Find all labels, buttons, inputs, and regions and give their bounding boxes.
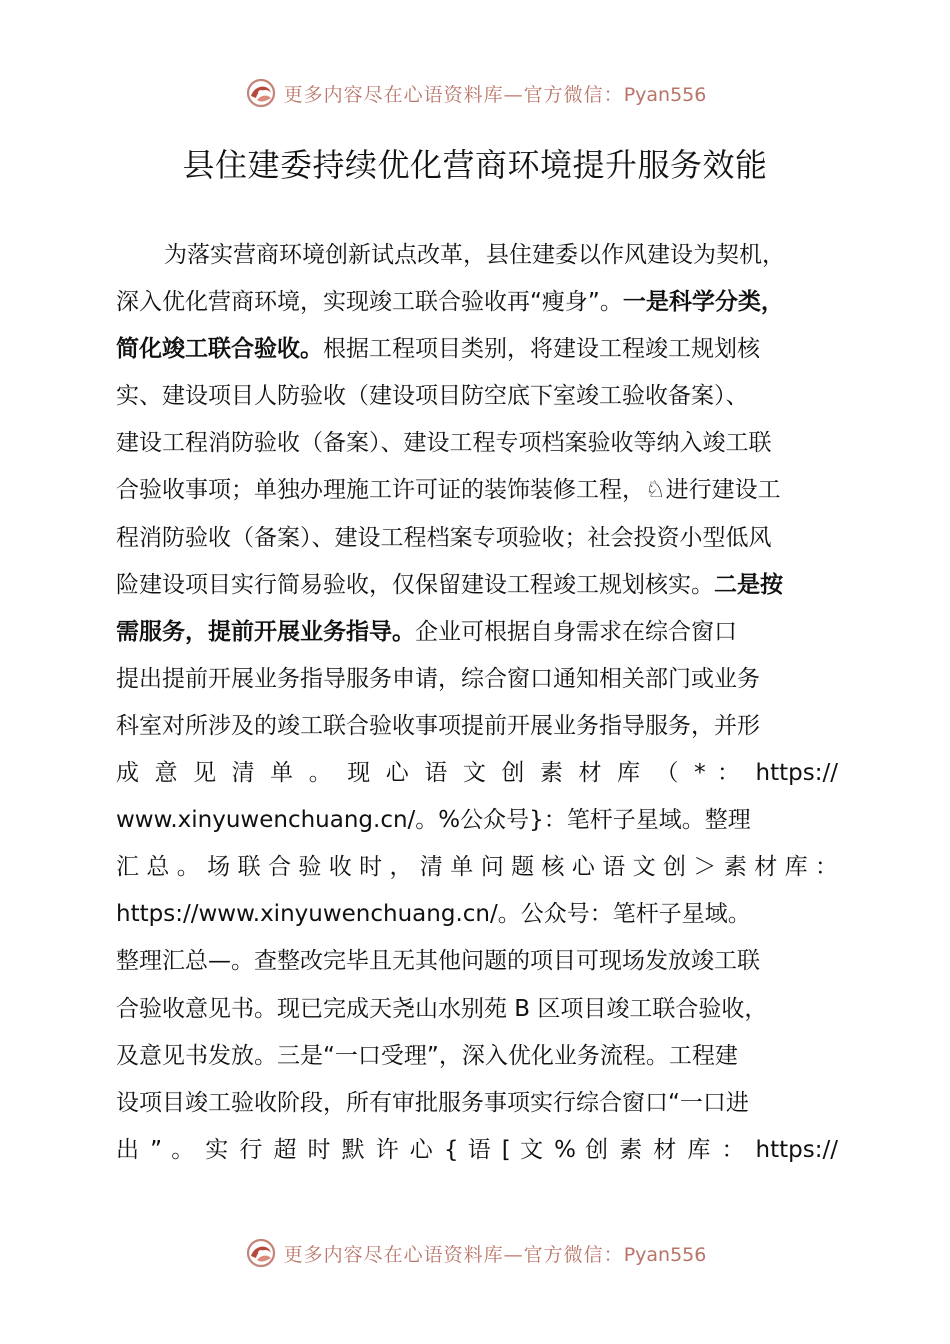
watermark-footer: [0, 1233, 950, 1273]
bold-heading-one-cont: 简化竣工联合验收。: [116, 336, 323, 363]
logo-swirl-icon: [244, 76, 278, 110]
text-line: 需服务，提前开展业务指导。企业可根据自身需求在综合窗口: [116, 618, 737, 645]
text-line: 合验收意见书。现已完成天尧山水别苑 B 区项目竣工联合验收，: [116, 995, 768, 1022]
text-line: 深入优化营商环境，实现竣工联合验收再“瘦身”。一是科学分类，: [116, 289, 784, 316]
text-line: 成 意 见 清 单 。 现 心 语 文 创 素 材 库 （ * ： https://: [116, 760, 838, 787]
watermark-text: 更多内容尽在心语资料库—官方微信：Pyan556: [283, 1243, 707, 1266]
text-line: 提出提前开展业务指导服务申请，综合窗口通知相关部门或业务: [116, 665, 760, 692]
document-title: 县住建委持续优化营商环境提升服务效能: [182, 146, 768, 184]
text-line: 整理汇总—。查整改完毕且无其他问题的项目可现场发放竣工联: [116, 948, 760, 975]
text-line: 设项目竣工验收阶段，所有审批服务事项实行综合窗口“一口进: [116, 1089, 749, 1116]
text-line: https://www.xinyuwenchuang.cn/。公众号：笔杆子星域。: [116, 901, 751, 928]
text-line: 简化竣工联合验收。根据工程项目类别，将建设工程竣工规划核: [116, 336, 760, 363]
text-line: www.xinyuwenchuang.cn/。%公众号}：笔杆子星域。整理: [116, 807, 751, 834]
watermark-text: 更多内容尽在心语资料库—官方微信：Pyan556: [283, 83, 707, 106]
text-line: 及意见书发放。三是“一口受理”，深入优化业务流程。工程建: [116, 1042, 738, 1069]
text-line: 险建设项目实行简易验收，仅保留建设工程竣工规划核实。二是按: [116, 571, 783, 598]
text-line: 实、建设项目人防验收（建设项目防空底下室竣工验收备案）、: [116, 383, 749, 410]
watermark-header: [0, 73, 950, 113]
body-paragraph: [116, 232, 838, 1174]
text-line: 出 ” 。 实 行 超 时 默 许 心 { 语 [ 文 % 创 素 材 库 ： https://: [116, 1136, 838, 1163]
text-line: 汇总。场联合验收时，清单问题核心语文创＞素材库：: [116, 854, 838, 881]
logo-swirl-icon: [244, 1236, 278, 1270]
text-line: 合验收事项；单独办理施工许可证的装饰装修工程，♘进行建设工: [116, 477, 781, 504]
bold-heading-one: 一是科学分类，: [622, 289, 784, 316]
bold-heading-two-cont: 需服务，提前开展业务指导。: [116, 618, 415, 645]
text-line: 科室对所涉及的竣工联合验收事项提前开展业务指导服务，并形: [116, 712, 760, 739]
text-line: 为落实营商环境创新试点改革，县住建委以作风建设为契机，: [164, 242, 785, 268]
text-line: 程消防验收（备案）、建设工程档案专项验收；社会投资小型低风: [116, 524, 772, 551]
bold-heading-two: 二是按: [714, 571, 783, 598]
text-line: 建设工程消防验收（备案）、建设工程专项档案验收等纳入竣工联: [116, 430, 772, 457]
